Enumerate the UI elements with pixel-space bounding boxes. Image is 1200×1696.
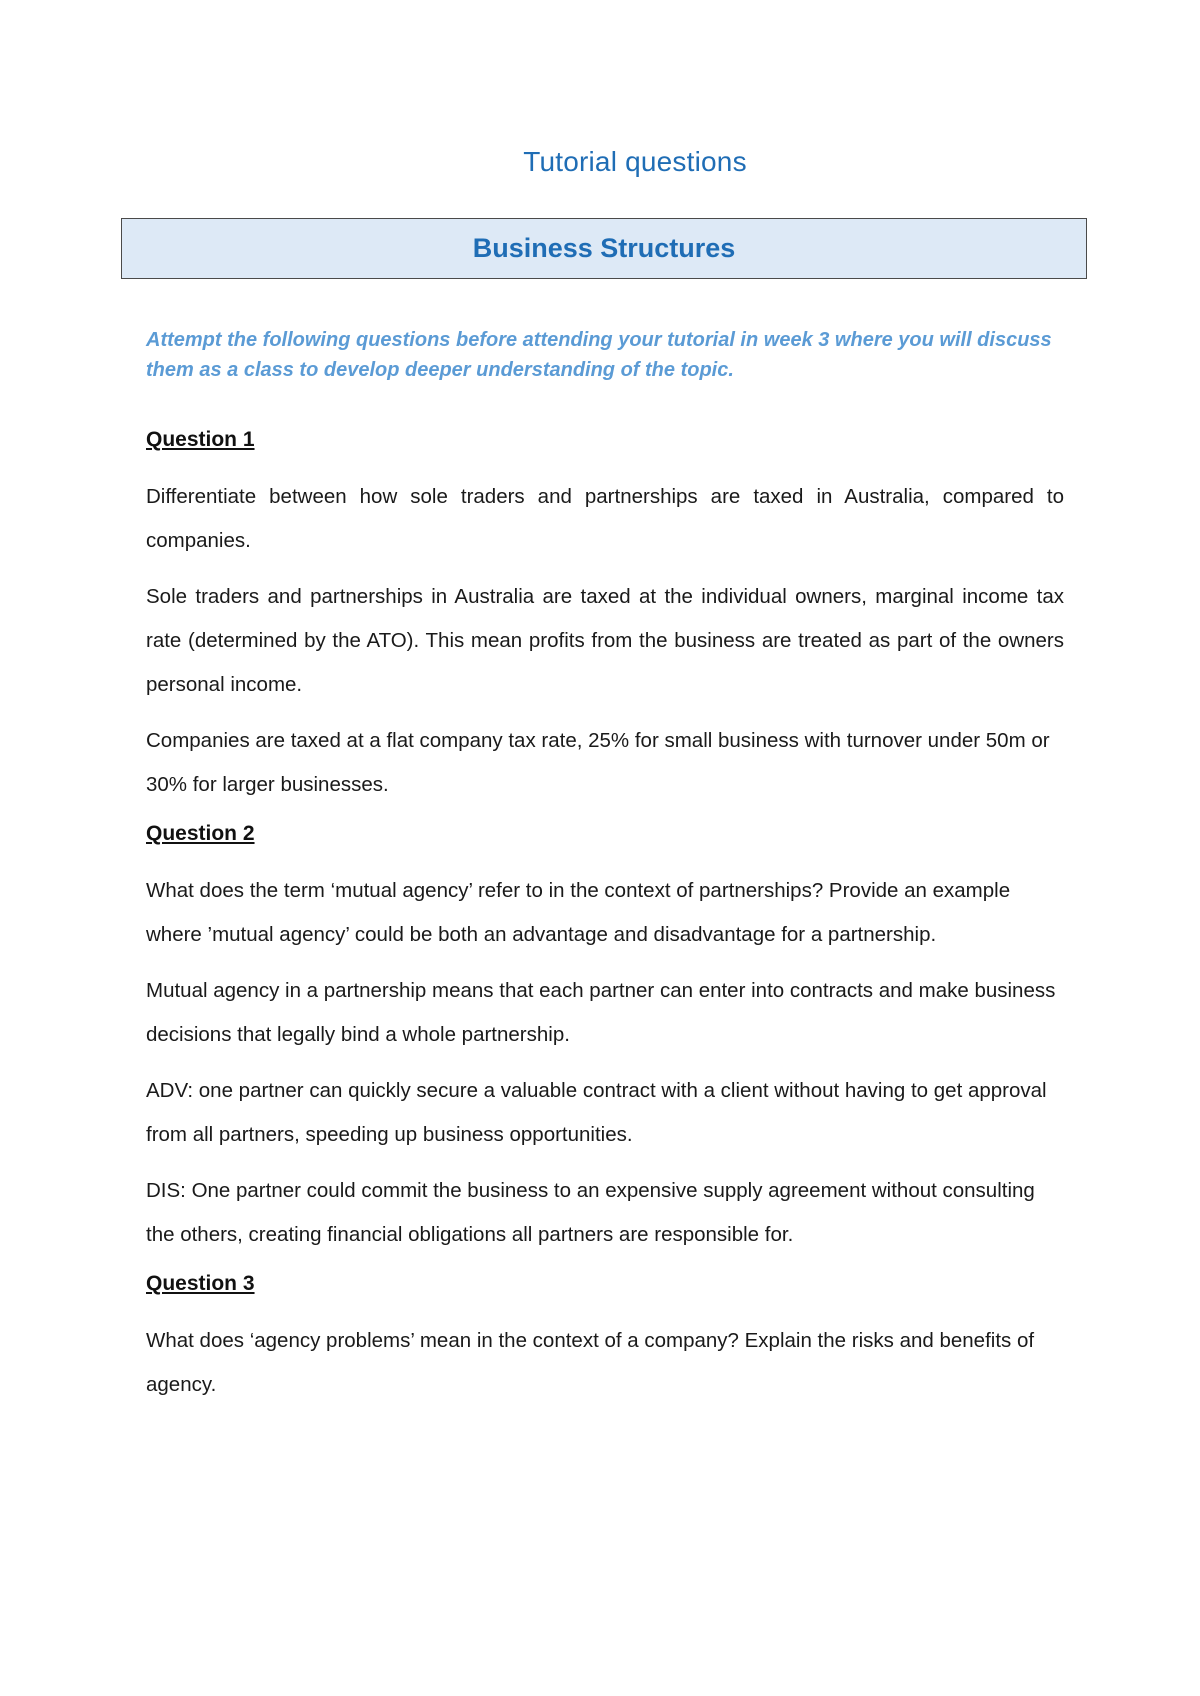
question-text: What does ‘agency problems’ mean in the context of a company? Explain the risks and benefits of agency. — [146, 1329, 1035, 1396]
answer-paragraph: Companies are taxed at a flat company tax rate, 25% for small business with turnover under 50m or 30% for larger businesses. — [146, 729, 1050, 796]
instructions-text: Attempt the following questions before attending your tutorial in week 3 where you will discuss them as a class to develop deeper understanding of the topic. — [146, 329, 1052, 381]
question-block — [146, 425, 1064, 807]
question-text: What does the term ‘mutual agency’ refer to in the context of partnerships? Provide an example where ’mutual agency’ could be both an advantage and disadvantage for a partnership. — [146, 879, 1011, 946]
section-banner — [121, 218, 1087, 279]
section-banner-title: Business Structures — [472, 233, 736, 263]
question-heading: Question 1 — [146, 428, 255, 451]
questions-content — [146, 425, 1064, 1419]
answer-paragraph: Sole traders and partnerships in Australia are taxed at the individual owners, marginal income tax rate (determined by the ATO). This mean profits from the business are treated as part of the owners personal income. — [146, 585, 1064, 696]
question-block — [146, 1269, 1064, 1407]
question-text: Differentiate between how sole traders and partnerships are taxed in Australia, compared to companies. — [146, 485, 1064, 552]
answer-paragraph: DIS: One partner could commit the business to an expensive supply agreement without consulting the others, creating financial obligations all partners are responsible for. — [146, 1179, 1035, 1246]
answer-paragraph: Mutual agency in a partnership means that each partner can enter into contracts and make business decisions that legally bind a whole partnership. — [146, 979, 1056, 1046]
question-heading: Question 2 — [146, 822, 255, 845]
answer-paragraph: ADV: one partner can quickly secure a valuable contract with a client without having to get approval from all partners, speeding up business opportunities. — [146, 1079, 1047, 1146]
page-title: Tutorial questions — [523, 146, 747, 177]
question-block — [146, 819, 1064, 1257]
question-heading: Question 3 — [146, 1272, 255, 1295]
